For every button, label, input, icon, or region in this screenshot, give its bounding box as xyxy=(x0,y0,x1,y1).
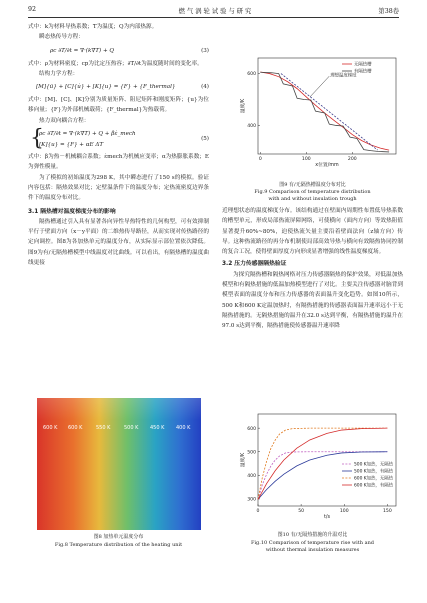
coupling-label: 热力双向耦合方程： xyxy=(39,117,90,124)
legend-label-1: 有隔热槽 xyxy=(354,69,372,75)
equation-3-note: 式中：ρ为材料密度；cp为比定压热容；∂T/∂t为温度随时间的变化率。 xyxy=(28,60,203,67)
equation-5-brace: { xyxy=(30,126,44,152)
series-line-2 xyxy=(281,74,378,151)
equation-5-line-2: [K]{u} = {F} + αE ΔT xyxy=(39,142,104,149)
equation-5-note: 式中：β为热－机械耦合系数；ε̇mech为机械应变率；α为热膨胀系数；E为弹性模量。 xyxy=(28,154,209,171)
equation-3 xyxy=(28,43,209,59)
fig9-chart xyxy=(224,54,402,174)
equation-4-note: 式中：[M]、[C]、[K]分别为质量矩阵、阻尼矩阵和刚度矩阵；{u}为位移向量；{F}为外部机械载荷；{F_thermal}为热载荷。 xyxy=(28,97,209,114)
equation-5-line-1: ρc ∂T/∂t = ∇·(k∇T) + Q + βε̇_mech xyxy=(39,131,136,138)
legend-label-1: 500 K加热，有隔热 xyxy=(354,469,393,475)
x-tick-label-2: 200 xyxy=(347,157,357,162)
fig9-svg xyxy=(224,54,402,174)
x-tick-label-1: 50 xyxy=(298,509,305,514)
equation-4-number: (4) xyxy=(201,84,209,91)
section-3-1-heading: 3.1 隔热槽对温度梯度分布的影响 xyxy=(28,208,116,215)
fig9-caption-cn: 图9 有/无隔热槽温度分布对比 xyxy=(279,182,346,188)
equation-4 xyxy=(28,79,209,95)
left-column xyxy=(28,22,209,268)
page-number: 92 xyxy=(28,6,37,13)
journal-title: 燃 气 涡 轮 试 验 与 研 究 xyxy=(178,8,252,15)
y-axis-label: 温度/K xyxy=(241,452,246,468)
fig9-caption-en-2: with and without insulation trough xyxy=(268,196,357,202)
x-tick-label-0: 0 xyxy=(256,509,260,514)
struct-label: 结构力学方程： xyxy=(39,70,79,77)
annotation-label: 理想温度梯度 xyxy=(330,73,357,79)
fig8-label-3: 550 K xyxy=(96,425,111,431)
fig10-svg xyxy=(224,410,402,526)
y-tick-label-3: 600 xyxy=(247,426,256,432)
heating-unit-temperature-image xyxy=(37,398,201,530)
intro-text: 式中：k为材料导热系数；T为温度；Q为内部热源。 xyxy=(28,24,158,30)
equation-5 xyxy=(28,128,209,152)
header-rule xyxy=(28,17,399,18)
y-tick-label-1: 400 xyxy=(247,473,256,479)
series-line-0 xyxy=(258,452,387,500)
y-tick-label-2: 500 xyxy=(247,450,256,456)
y-axis-label: 温度/K xyxy=(241,98,246,114)
x-axis-label: t/s xyxy=(324,515,330,520)
legend-label-2: 600 K加热，无隔热 xyxy=(354,476,393,482)
x-tick-label-1: 100 xyxy=(301,157,311,162)
image-shading xyxy=(37,398,201,420)
x-tick-label-0: 0 xyxy=(258,157,262,162)
y-tick-label-1: 600 xyxy=(247,72,256,78)
legend-label-0: 500 K加热，无隔热 xyxy=(354,462,393,468)
fig8-label-2: 600 K xyxy=(68,425,83,431)
x-tick-label-2: 100 xyxy=(339,509,349,514)
equation-3-number: (3) xyxy=(201,47,209,54)
fig8-label-5: 450 K xyxy=(150,425,165,431)
legend-label-0: 无隔热槽 xyxy=(354,62,372,68)
series-line-1 xyxy=(258,452,387,500)
volume-label: 第38卷 xyxy=(378,8,399,15)
right-paragraph-1: 近理想状态的温度梯度分布。该结构通过在壁面内周期性布置低导热系数的槽型单元，形成局部热流屏障网络，可使横向（面内方向）等效热阻值显著提升60%~80%，迫使热流矢量主要沿着壁面法向（z轴方向）传导。这种热流路径的再分布机制使局部高效导热与横向有效隔热协同控制的复合工况，使得壁面厚度方向形成显著增强的线性温度梯度场。 xyxy=(222,208,403,256)
legend-label-3: 600 K加热，有隔热 xyxy=(354,483,393,489)
fig10-caption-cn: 图10 有/无隔热措施的升温对比 xyxy=(277,532,348,538)
fig8-label-4: 500 K xyxy=(124,425,139,431)
equation-5-number: (5) xyxy=(201,136,209,143)
y-tick-label-0: 400 xyxy=(247,124,256,130)
right-column xyxy=(222,206,403,332)
plot-frame xyxy=(258,414,396,506)
section-3-2-heading: 3.2 压力传感器隔热验证 xyxy=(222,261,287,268)
fig10-chart xyxy=(224,410,402,526)
annotation-arrow xyxy=(310,76,329,97)
equation-4-body: [M]{ü} + [C]{u̇} + [K]{u} = {F} + {F_thermal} xyxy=(36,84,176,91)
fig8-label-1: 600 K xyxy=(43,425,58,431)
fig8-caption-cn: 图8 加热单元温度分布 xyxy=(93,534,144,540)
x-tick-label-3: 150 xyxy=(382,509,392,514)
trough-paragraph: 隔热槽通过引入具有显著各向异性导热特性的几何构型，可有效抑制平行于壁面方向（x－y平面）的二维热传导路径，从而实现对传热路径的定向调控。图8为各加热单元的温度分布，从实际显示部位置依次降低。图9为有/无隔热槽模型中线温度对比曲线。可以看出，有隔热槽的温度曲线更接 xyxy=(28,218,209,267)
series-line-1 xyxy=(260,72,389,152)
fig10-caption-en-2: without thermal insulation measures xyxy=(265,547,360,553)
right-paragraph-2: 为探究隔热槽和隔热网格对压力传感器隔热的保护效果，对低温加热模型和有隔热措施的低温加热模型进行了对比。主要关注传感器对脑背到模型表面的温度分布和压力传感器的表面温升变化趋势。如图10所示，500 K和600 K定温加热时，有隔热措施的传感器表面温升速率远小于无隔热措施的。无隔热措施的温升在32.0 s达到平衡，有隔热措施的温升在97.0 s达到平衡，隔热措施使传感器温升速率降 xyxy=(222,271,403,330)
fig9-caption-en-1: Fig.9 Comparison of temperature distribution xyxy=(254,189,371,195)
simulation-paragraph: 为了模拟的初始温度为298 K，其中瞬态进行了150 s的模拟。验证内容包括：隔热效果对比；定壁温条件下的温度分布；定热流密度边界条件下的温度分布对比。 xyxy=(28,174,209,202)
heat-conduction-label: 瞬态热传导方程： xyxy=(39,34,84,41)
x-axis-label: x位置/mm xyxy=(315,163,339,168)
equation-3-body: ρc ∂T/∂t = ∇·(k∇T) + Q xyxy=(50,47,114,54)
series-line-0 xyxy=(260,72,389,150)
y-tick-label-0: 300 xyxy=(247,497,256,503)
plot-frame xyxy=(258,58,396,154)
fig10-caption-en-1: Fig.10 Comparison of temperature rise with and xyxy=(250,540,374,546)
fig8-label-6: 400 K xyxy=(176,425,191,431)
fig8-caption-en: Fig.8 Temperature distribution of the heating unit xyxy=(54,542,183,548)
